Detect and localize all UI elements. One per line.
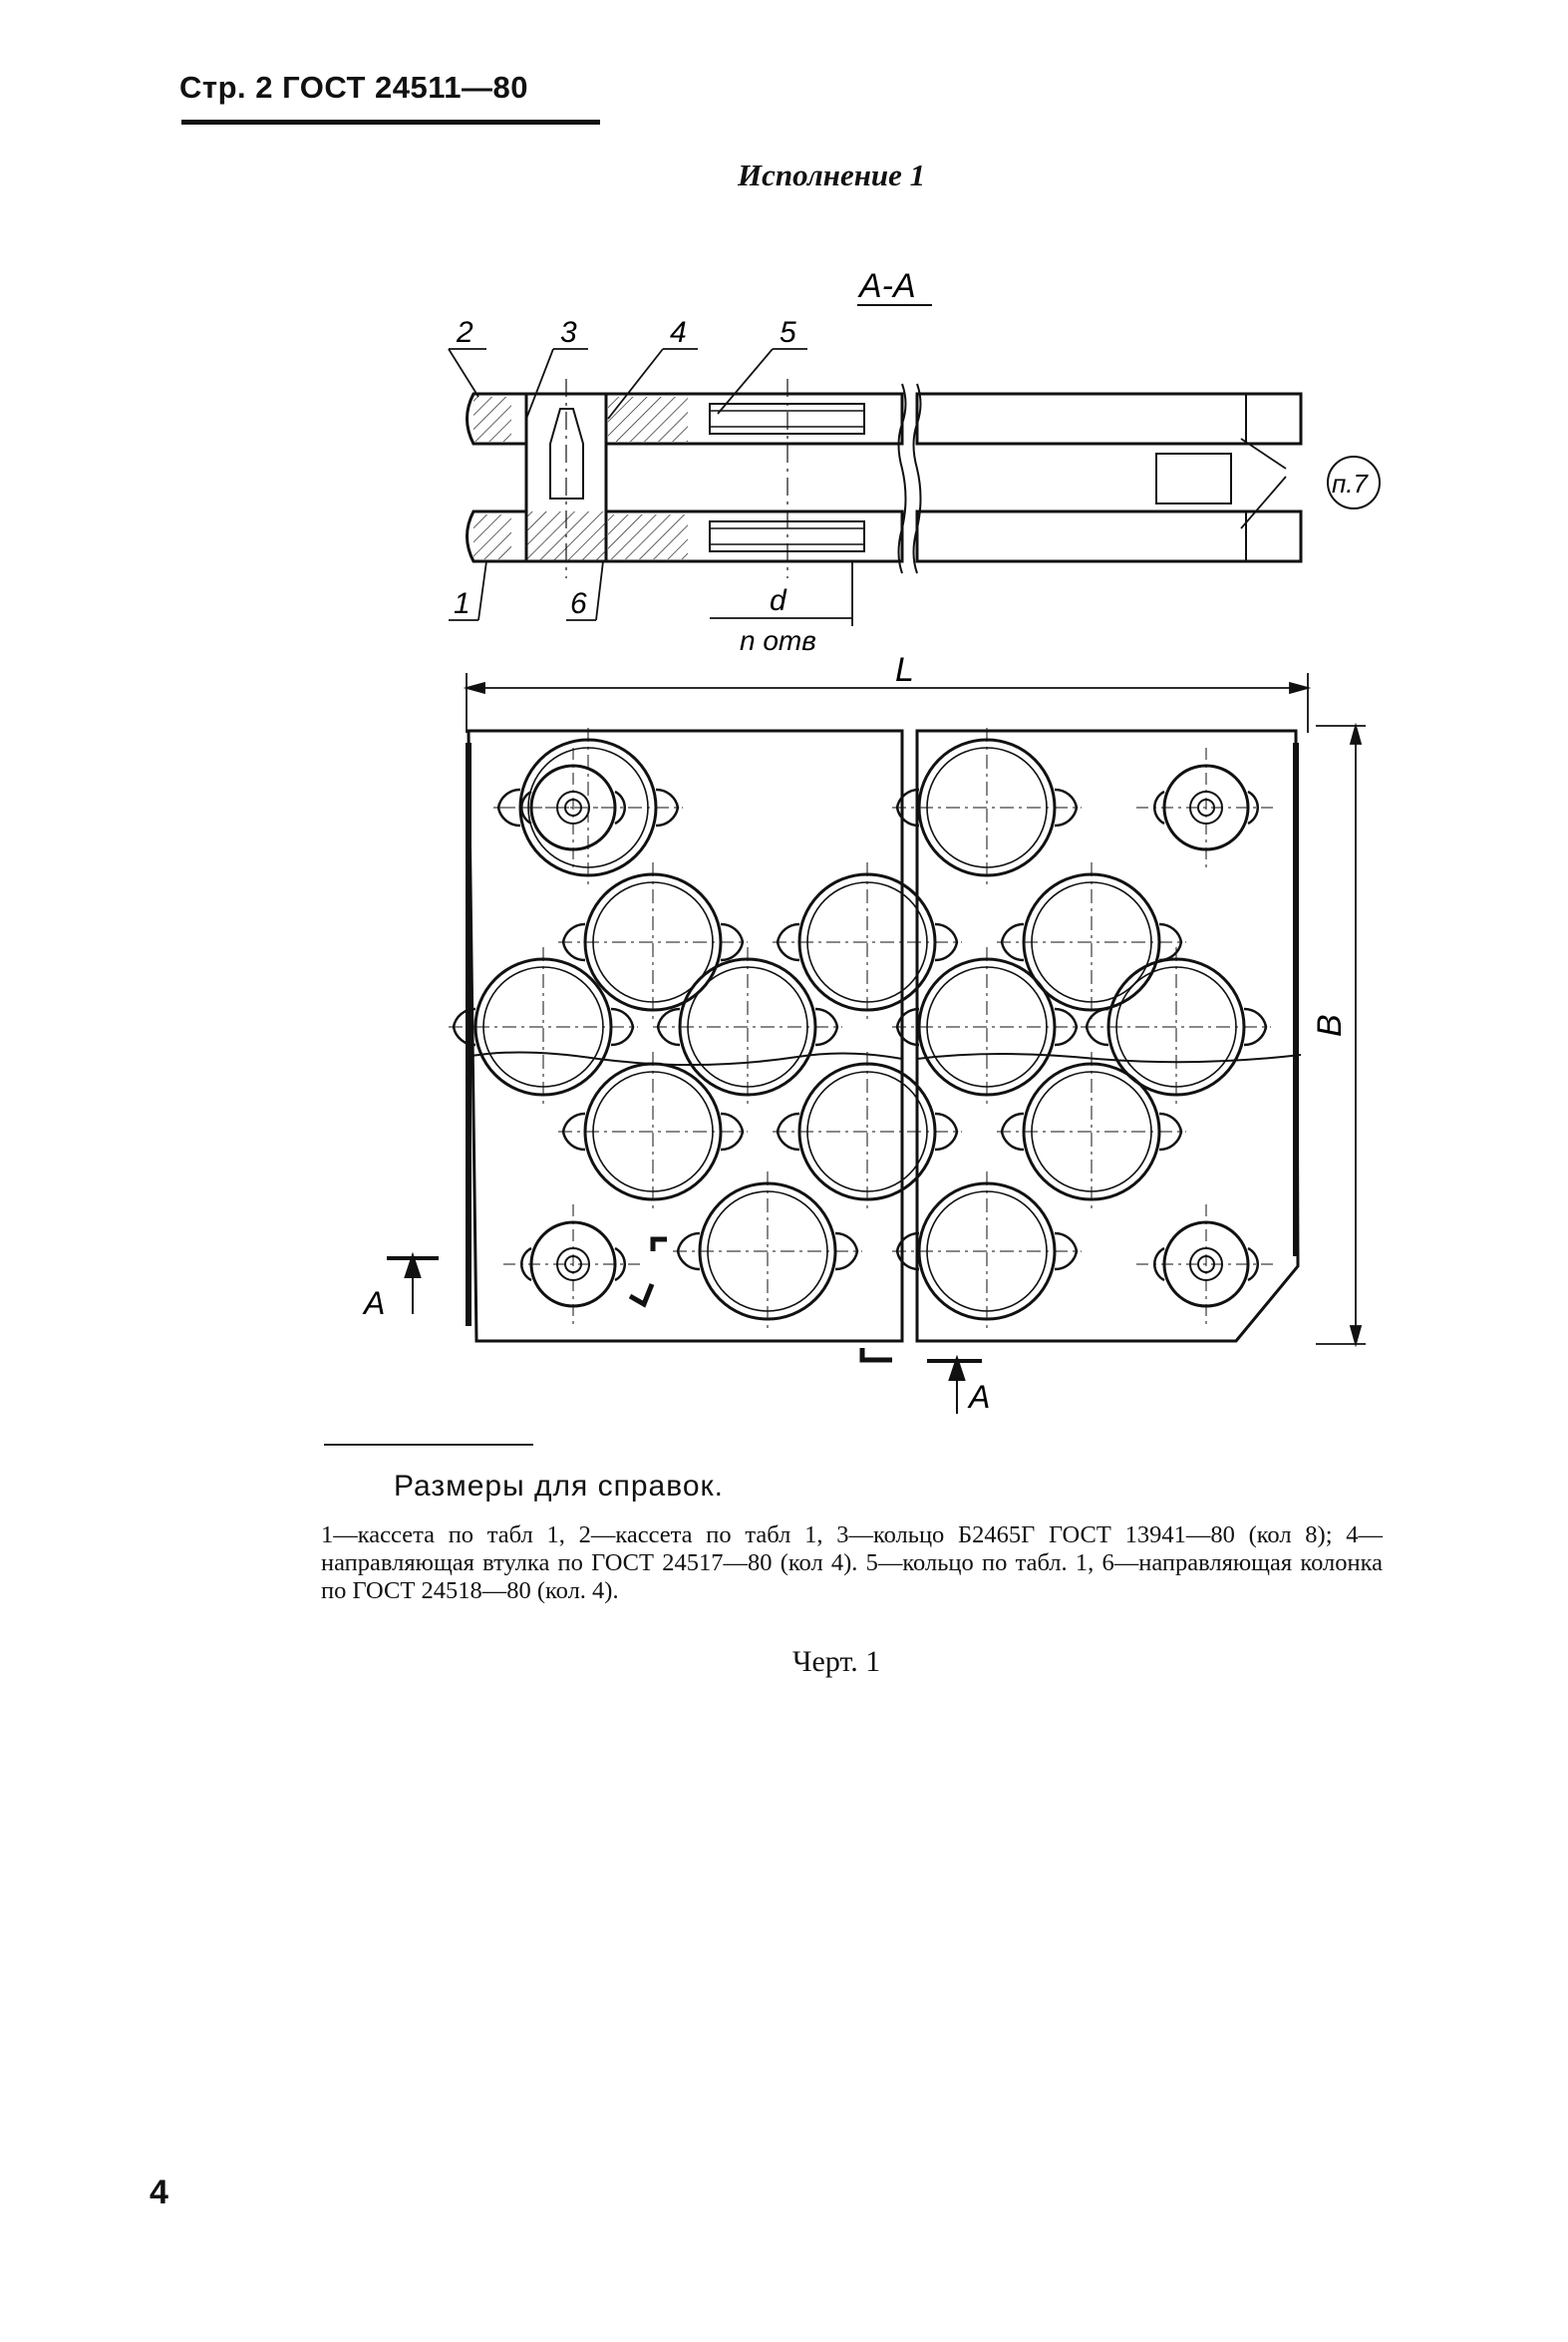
callout-1: 1 (454, 587, 470, 620)
figure-caption: Черт. 1 (792, 1645, 881, 1678)
section-title: Исполнение 1 (738, 158, 926, 192)
cassette-plan (467, 731, 1301, 1341)
note-ref: п.7 (1332, 469, 1368, 499)
callout-2: 2 (457, 316, 473, 349)
dim-B-label: B (1311, 1014, 1349, 1037)
technical-drawing (339, 249, 1406, 1426)
footnote-rule (324, 1444, 533, 1446)
dim-L-label: L (895, 651, 914, 689)
dim-n-holes: n отв (740, 625, 816, 656)
callout-6: 6 (570, 587, 587, 620)
dim-d: d (770, 584, 786, 617)
dim-L (467, 673, 1308, 733)
cut-label-right: А (969, 1379, 991, 1415)
legend-text: 1—кассета по табл 1, 2—кассета по табл 1, 3—кольцо Б2465Г ГОСТ 13941—80 (кол 8); 4—направляющая втулка по ГОСТ 24517—80 (кол 4). 5—кольцо по табл. 1, 6—направляющая колонка по ГОСТ 24518—80 (кол. 4). (321, 1521, 1383, 1604)
page-header: Стр. 2 ГОСТ 24511—80 (179, 70, 529, 105)
section-label: А-А (859, 267, 916, 305)
page-number: 4 (150, 2174, 168, 2211)
callout-3: 3 (560, 316, 577, 349)
callout-4: 4 (670, 316, 687, 349)
cut-label-left: А (364, 1285, 386, 1321)
callout-5: 5 (780, 316, 796, 349)
section-view (468, 379, 1302, 578)
reference-note: Размеры для справок. (394, 1470, 724, 1503)
header-rule (181, 120, 600, 125)
